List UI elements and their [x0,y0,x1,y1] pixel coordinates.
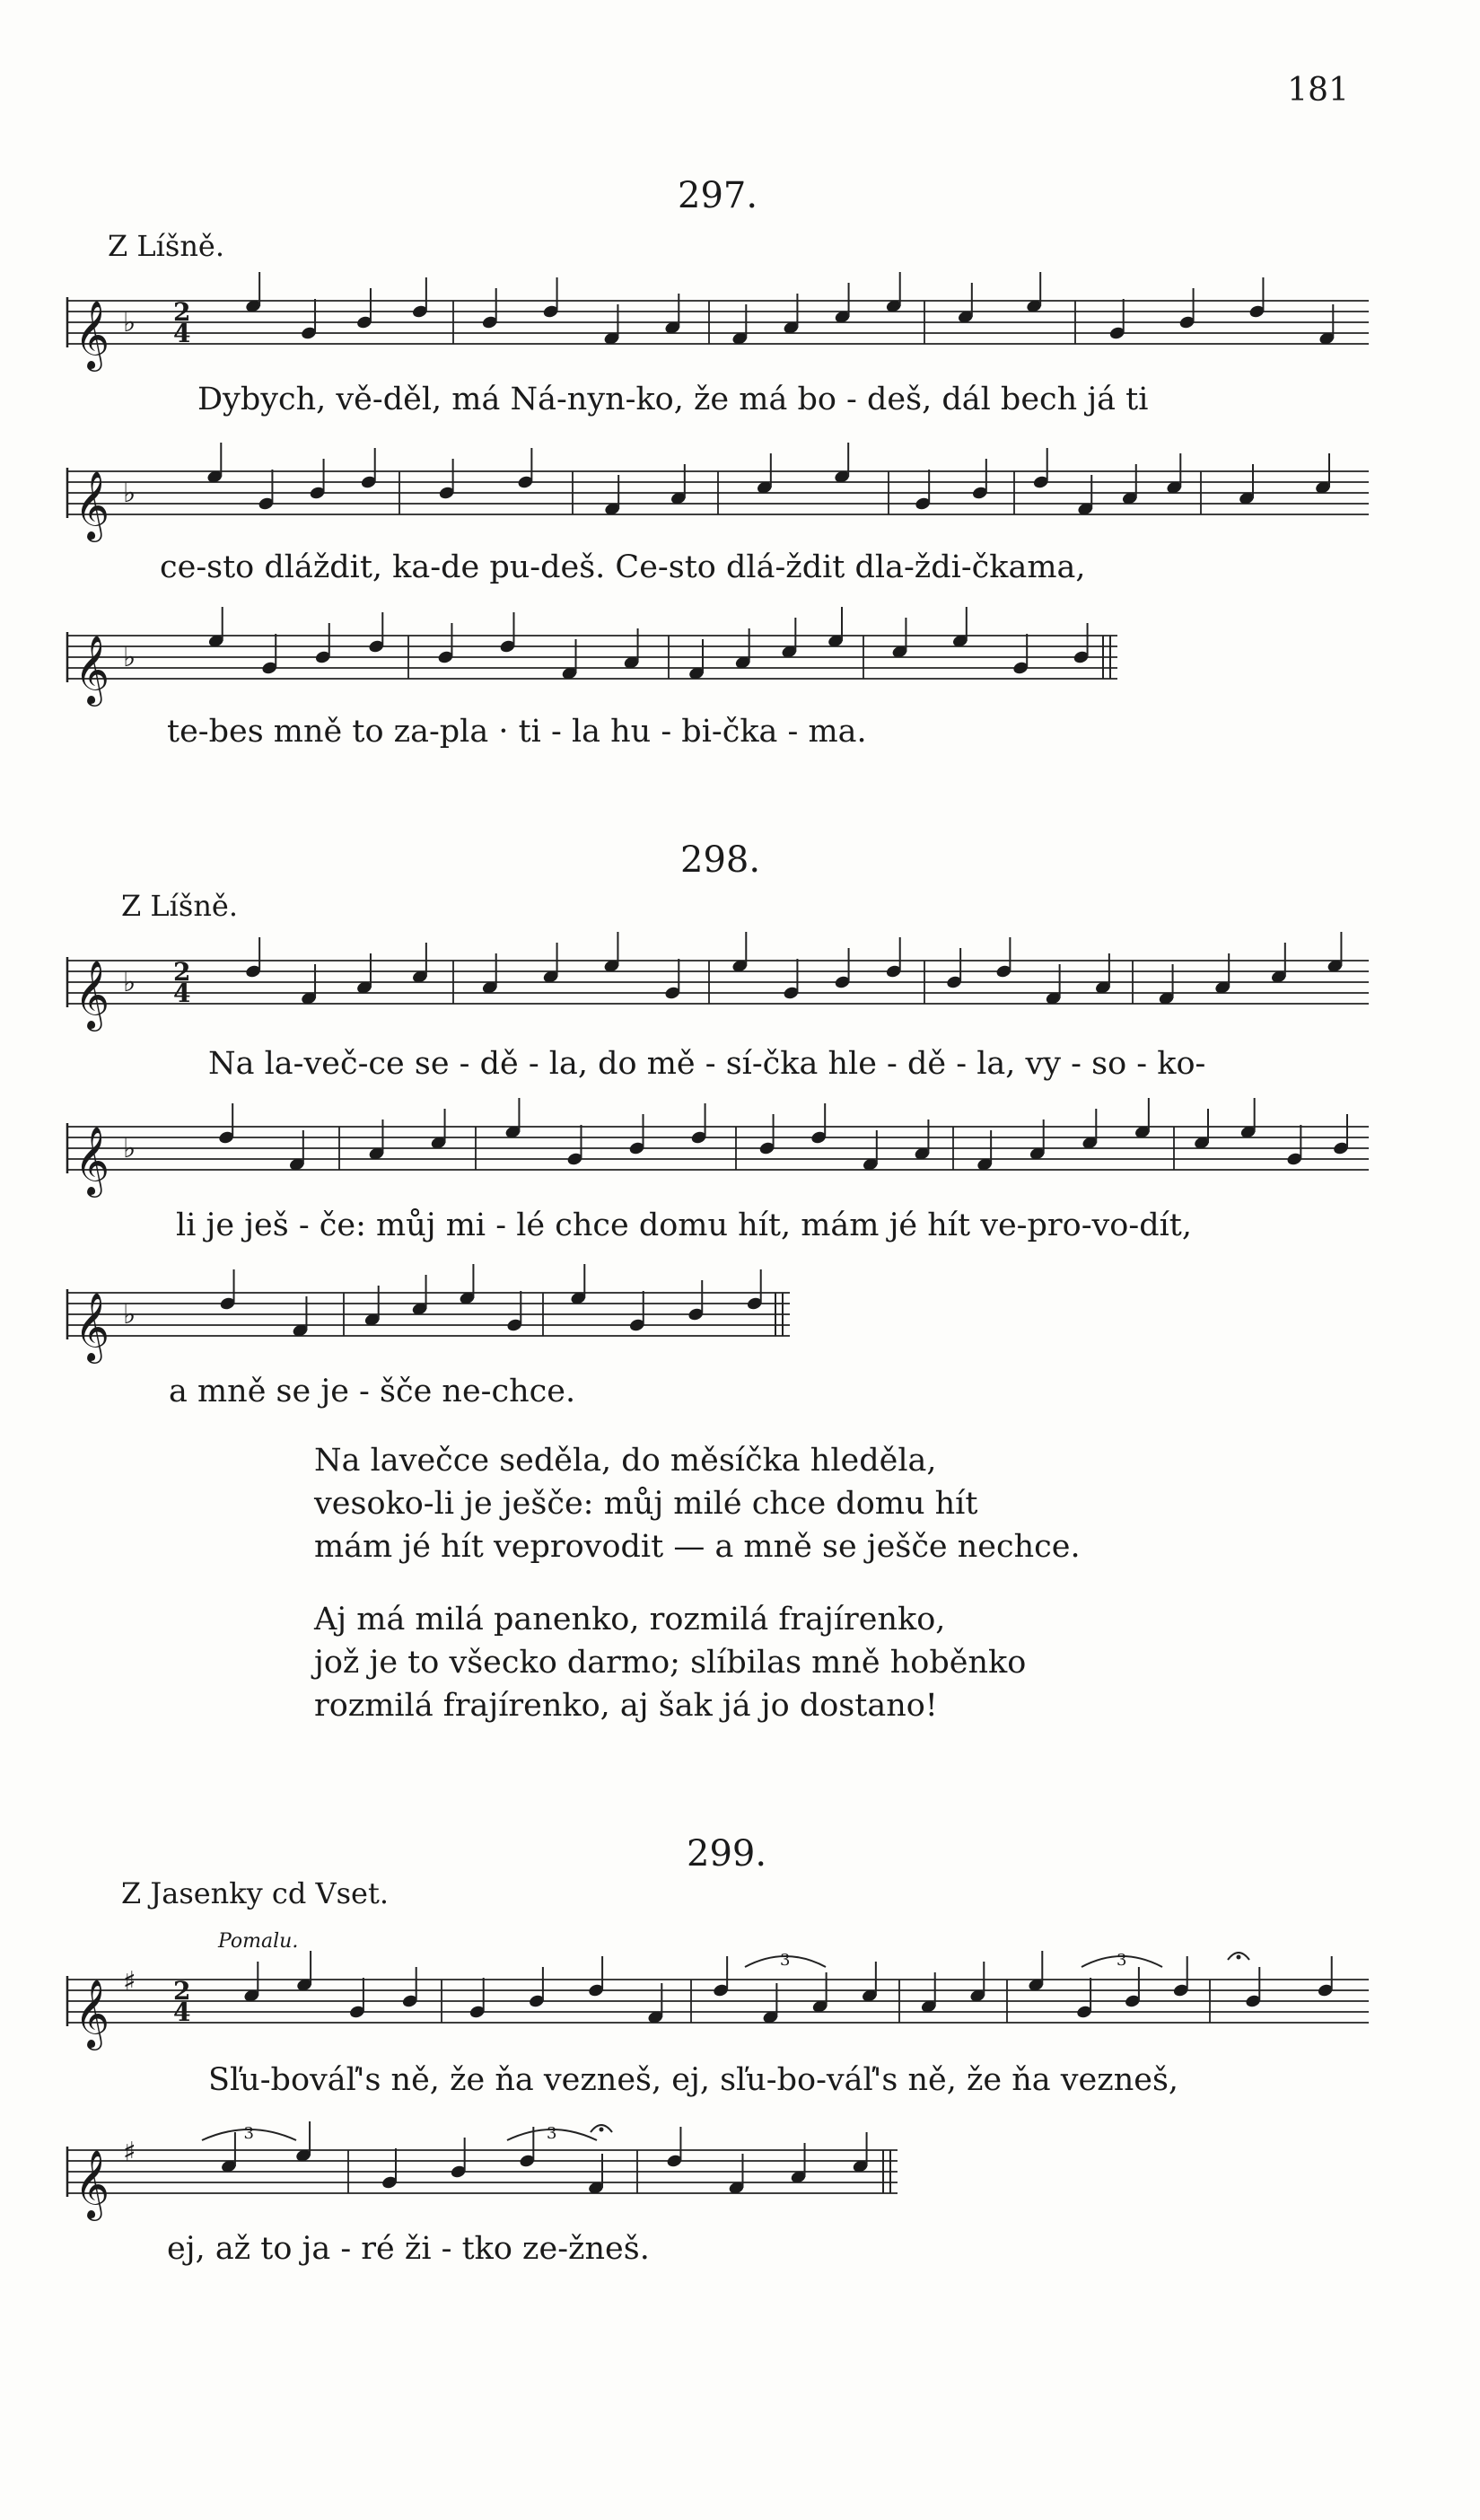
treble-clef-icon: 𝄞 [74,1979,110,2048]
sharp-icon: ♯ [123,2137,136,2168]
verse-line: rozmilá frajírenko, aj šak já jo dostano! [314,1688,938,1724]
lyric-line: Dybych, vě-děl, má Ná-nyn-ko, že má bo - deš, dál bech já ti [197,382,1149,417]
fermata-dot [1237,1955,1241,1960]
lyric-line: li je ješ - če: můj mi - lé chce domu hít, mám jé hít ve-pro-vo-dít, [176,1207,1192,1243]
fermata-dot [600,2128,604,2132]
flat-icon: ♭ [123,307,136,338]
song-number-297: 297. [678,175,758,216]
tempo-marking: Pomalu. [218,1930,299,1953]
lyric-line: Na la-več-ce se - dě - la, do mě - sí-čka hle - dě - la, vy - so - ko- [208,1046,1206,1082]
time-signature-bottom: 4 [173,319,191,348]
triplet-number: 3 [780,1951,791,1970]
verse-line: Na lavečce seděla, do měsíčka hleděla, [314,1443,937,1479]
staff-system [67,443,1369,542]
staff-system [67,2121,898,2221]
flat-icon: ♭ [123,1299,136,1330]
sharp-icon: ♯ [123,1966,136,1998]
staff-system [67,607,1117,707]
lyric-line: ce-sto dláždit, ka-de pu-deš. Ce-sto dlá-ždit dla-ždi-čkama, [160,549,1086,585]
verse-line: mám jé hít veprovodit — a mně se ješče nechce. [314,1529,1081,1565]
time-signature-top: 2 [173,1976,191,2006]
lyric-line: te-bes mně to za-pla · ti - la hu - bi-čka - ma. [167,714,867,750]
song-number-299: 299. [687,1833,767,1875]
time-signature-bottom: 4 [173,1998,191,2027]
flat-icon: ♭ [123,1133,136,1164]
flat-icon: ♭ [123,478,136,509]
verse-line: Aj má milá panenko, rozmilá frajírenko, [314,1602,946,1638]
verse-line: jož je to všecko darmo; slíbilas mně hoběnko [314,1645,1027,1681]
treble-clef-icon: 𝄞 [74,960,110,1029]
staff-system [67,272,1369,372]
verse-line: vesoko-li je ješče: můj milé chce domu hít [314,1486,978,1522]
lyric-line: a mně se je - šče ne-chce. [169,1374,576,1409]
triplet-number: 3 [1117,1951,1127,1970]
verse-stanza-1 [314,1439,1081,1568]
song-origin-297: Z Líšně. [108,229,225,263]
time-signature-bottom: 4 [173,979,191,1008]
lyric-line: ej, až to ja - ré ži - tko ze-žneš. [167,2231,650,2267]
song-origin-299: Z Jasenky cd Vset. [121,1876,389,1910]
treble-clef-icon: 𝄞 [74,1292,110,1361]
treble-clef-icon: 𝄞 [74,470,110,540]
staff-system [67,1951,1369,2050]
verse-stanza-2 [314,1598,1026,1727]
page-number: 181 [1287,72,1349,109]
treble-clef-icon: 𝄞 [74,635,110,704]
treble-clef-icon: 𝄞 [74,2149,110,2218]
song-number-298: 298. [680,839,761,881]
lyric-line: Sľu-bováľ's ně, že ňa vezneš, ej, sľu-bo-váľ's ně, že ňa vezneš, [208,2062,1179,2098]
flat-icon: ♭ [123,967,136,998]
treble-clef-icon: 𝄞 [74,1126,110,1195]
staff-system [67,932,1369,1032]
treble-clef-icon: 𝄞 [74,300,110,369]
time-signature-top: 2 [173,957,191,987]
triplet-number: 3 [243,2124,254,2143]
time-signature-top: 2 [173,297,191,327]
staff-system [67,1098,1369,1198]
staff-system [67,1264,790,1364]
flat-icon: ♭ [123,642,136,673]
song-origin-298: Z Líšně. [121,889,239,923]
triplet-number: 3 [547,2124,557,2143]
